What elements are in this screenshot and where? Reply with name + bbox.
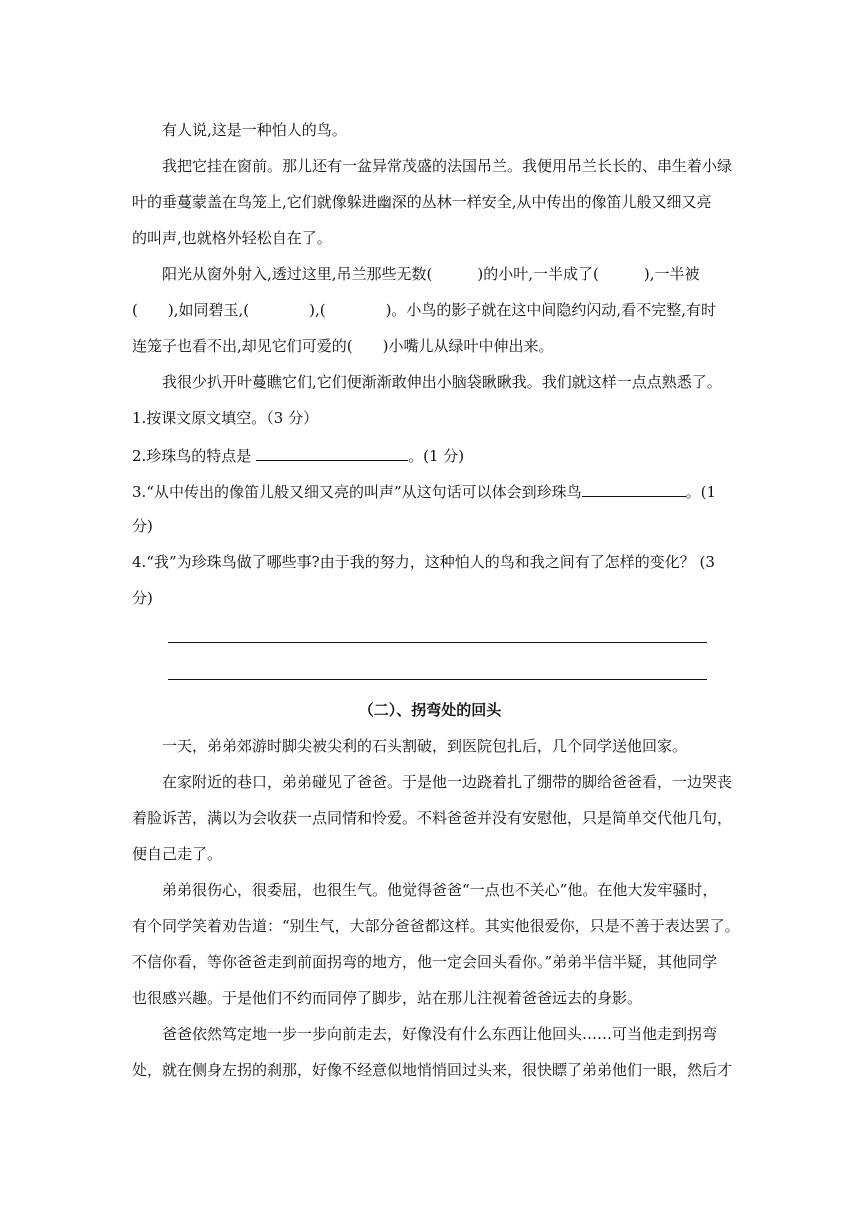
question-3-text: 3.“从中传出的像笛儿般又细又亮的叫声”从这句话可以体会到珍珠鸟	[132, 483, 582, 501]
paragraph-line: 爸爸依然笃定地一步一步向前走去，好像没有什么东西让他回头……可当他走到拐弯	[162, 1025, 718, 1043]
paragraph-line: 有人说,这是一种怕人的鸟。	[162, 121, 347, 139]
paragraph-line: 的叫声,也就格外轻松自在了。	[132, 229, 332, 247]
answer-line[interactable]	[168, 642, 707, 643]
paragraph-line: 也很感兴趣。于是他们不约而同停了脚步，站在那儿注视着爸爸远去的身影。	[132, 989, 643, 1007]
paragraph-line: 弟弟很伤心，很委屈，也很生气。他觉得爸爸“一点也不关心”他。在他大发牢骚时，	[162, 881, 718, 899]
paragraph-line: 一天，弟弟郊游时脚尖被尖利的石头割破，到医院包扎后，几个同学送他回家。	[162, 737, 688, 755]
answer-blank[interactable]	[256, 444, 408, 461]
paragraph-line: 着脸诉苦，满以为会收获一点同情和怜爱。不料爸爸并没有安慰他，只是简单交代他几句，	[132, 809, 733, 827]
paragraph-line: 阳光从窗外射入,透过这里,吊兰那些无数( )的小叶,一半成了( ),一半被	[162, 265, 700, 283]
paragraph-line: ( ),如同碧玉,( ),( )。小鸟的影子就在这中间隐约闪动,看不完整,有时	[132, 301, 716, 319]
question-3	[132, 480, 716, 500]
answer-line[interactable]	[168, 679, 707, 680]
question-2-points: 。(1 分)	[408, 447, 465, 465]
paragraph-line: 有个同学笑着劝告道：“别生气，大部分爸爸都这样。其实他很爱你，只是不善于表达罢了。	[132, 917, 740, 935]
paragraph-line: 不信你看，等你爸爸走到前面拐弯的地方，他一定会回头看你。”弟弟半信半疑，其他同学	[132, 953, 718, 971]
paragraph-line: 处，就在侧身左拐的刹那，好像不经意似地悄悄回过头来，很快瞟了弟弟他们一眼，然后才	[132, 1061, 733, 1079]
section-heading: （二）、拐弯处的回头	[358, 701, 502, 719]
question-3-cont: 分)	[132, 517, 153, 535]
paragraph-line: 连笼子也看不出,却见它们可爱的( )小嘴儿从绿叶中伸出来。	[132, 337, 554, 355]
question-2-text: 2.珍珠鸟的特点是	[132, 447, 257, 465]
question-1: 1.按课文原文填空。（3 分）	[132, 409, 319, 427]
answer-blank[interactable]	[582, 480, 686, 497]
paragraph-line: 叶的垂蔓蒙盖在鸟笼上,它们就像躲进幽深的丛林一样安全,从中传出的像笛儿般又细又亮	[132, 193, 712, 211]
question-4-cont: 分)	[132, 589, 153, 607]
paragraph-line: 在家附近的巷口，弟弟碰见了爸爸。于是他一边跷着扎了绷带的脚给爸爸看，一边哭丧	[162, 773, 733, 791]
question-3-points: 。(1	[685, 483, 717, 501]
paragraph-line: 我把它挂在窗前。那儿还有一盆异常茂盛的法国吊兰。我便用吊兰长长的、串生着小绿	[162, 157, 733, 175]
question-4: 4.“我”为珍珠鸟做了哪些事?由于我的努力，这种怕人的鸟和我之间有了怎样的变化？ (3	[132, 553, 715, 571]
paragraph-line: 便自己走了。	[132, 845, 223, 863]
paragraph-line: 我很少扒开叶蔓瞧它们,它们便渐渐敢伸出小脑袋瞅瞅我。我们就这样一点点熟悉了。	[162, 373, 722, 391]
question-2	[132, 444, 464, 464]
